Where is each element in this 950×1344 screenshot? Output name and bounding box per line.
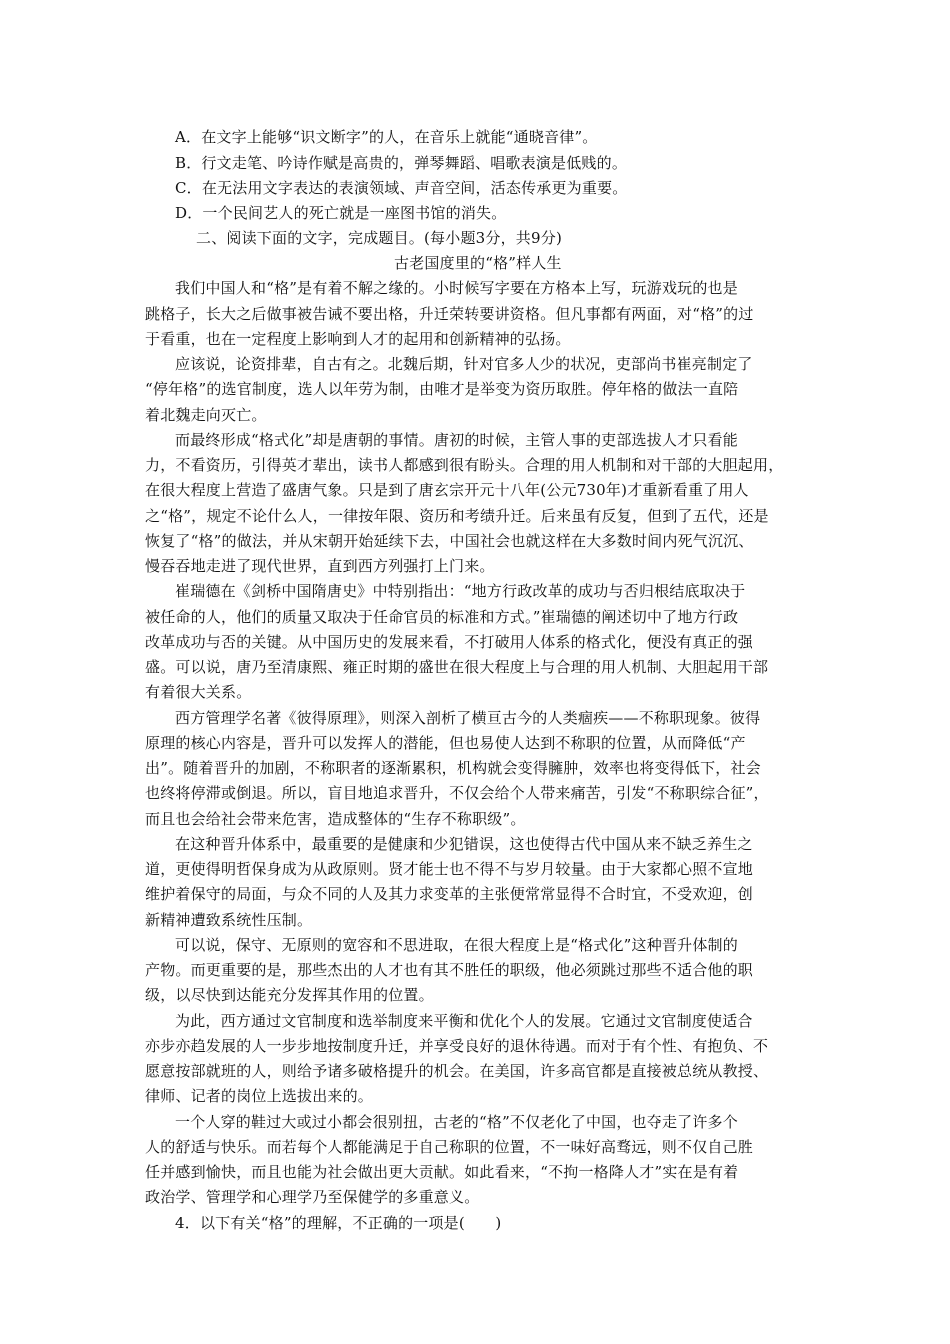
option-d: D．一个民间艺人的死亡就是一座图书馆的消失。 — [175, 204, 507, 222]
paragraph-2-line-3: 着北魏走向灭亡。 — [145, 406, 267, 424]
paragraph-3-line-4: 之“格”，规定不论什么人，一律按年限、资历和考绩升迁。后来虽有反复，但到了五代，还是 — [145, 507, 769, 525]
paragraph-6-line-3: 维护着保守的局面，与众不同的人及其力求变革的主张便常常显得不合时宜，不受欢迎，创 — [145, 885, 754, 903]
paragraph-1-line-3: 于看重，也在一定程度上影响到人才的起用和创新精神的弘扬。 — [145, 330, 571, 348]
question-4: 4．以下有关“格”的理解，不正确的一项是( ) — [175, 1214, 502, 1232]
paragraph-9-line-3: 任并感到愉快，而且也能为社会做出更大贡献。如此看来，“不拘一格降人才”实在是有着 — [145, 1163, 739, 1181]
paragraph-9-line-1: 一个人穿的鞋过大或过小都会很别扭，古老的“格”不仅老化了中国，也夺走了许多个 — [175, 1113, 738, 1131]
paragraph-6-line-1: 在这种晋升体系中，最重要的是健康和少犯错误，这也使得古代中国从来不缺乏养生之 — [175, 835, 753, 853]
paragraph-5-line-2: 原理的核心内容是，晋升可以发挥人的潜能，但也易使人达到不称职的位置，从而降低“产 — [145, 734, 746, 752]
paragraph-7-line-3: 级，以尽快到达能充分发挥其作用的位置。 — [145, 986, 434, 1004]
paragraph-8-line-2: 亦步亦趋发展的人一步步地按制度升迁，并享受良好的退休待遇。而对于有个性、有抱负、不 — [145, 1037, 769, 1055]
paragraph-2-line-2: “停年格”的选官制度，选人以年劳为制，由唯才是举变为资历取胜。停年格的做法一直陪 — [145, 380, 739, 398]
paragraph-8-line-4: 律师、记者的岗位上选拔出来的。 — [145, 1087, 374, 1105]
paragraph-4-line-3: 改革成功与否的关键。从中国历史的发展来看，不打破用人体系的格式化，便没有真正的强 — [145, 633, 754, 651]
paragraph-5-line-1: 西方管理学名著《彼得原理》，则深入剖析了横亘古今的人类痼疾——不称职现象。彼得 — [175, 709, 761, 727]
paragraph-7-line-1: 可以说，保守、无原则的宽容和不思进取，在很大程度上是“格式化”这种晋升体制的 — [175, 936, 738, 954]
paragraph-2-line-1: 应该说，论资排辈，自古有之。北魏后期，针对官多人少的状况，吏部尚书崔亮制定了 — [175, 355, 753, 373]
paragraph-5-line-5: 而且也会给社会带来危害，造成整体的“生存不称职级”。 — [145, 810, 526, 828]
option-c: C．在无法用文字表达的表演领域、声音空间，活态传承更为重要。 — [175, 179, 628, 197]
option-a: A．在文字上能够“识文断字”的人，在音乐上就能“通晓音律”。 — [175, 128, 598, 146]
paragraph-9-line-2: 人的舒适与快乐。而若每个人都能满足于自己称职的位置，不一味好高骛远，则不仅自己胜 — [145, 1138, 754, 1156]
paragraph-1-line-2: 跳格子，长大之后做事被告诫不要出格，升迁荣转要讲资格。但凡事都有两面，对“格”的过 — [145, 305, 754, 323]
paragraph-3-line-5: 恢复了“格”的做法，并从宋朝开始延续下去，中国社会也就这样在大多数时间内死气沉沉、 — [145, 532, 754, 550]
paragraph-6-line-4: 新精神遭致系统性压制。 — [145, 911, 313, 929]
paragraph-4-line-4: 盛。可以说，唐乃至清康熙、雍正时期的盛世在很大程度上与合理的用人机制、大胆起用干部 — [145, 658, 769, 676]
paragraph-4-line-1: 崔瑞德在《剑桥中国隋唐史》中特别指出：“地方行政改革的成功与否归根结底取决于 — [175, 582, 746, 600]
paragraph-1-line-1: 我们中国人和“格”是有着不解之缘的。小时候写字要在方格本上写，玩游戏玩的也是 — [175, 279, 738, 297]
paragraph-9-line-4: 政治学、管理学和心理学乃至保健学的多重意义。 — [145, 1188, 480, 1206]
paragraph-8-line-3: 愿意按部就班的人，则给予诸多破格提升的机会。在美国，许多高官都是直接被总统从教授、 — [145, 1062, 769, 1080]
paragraph-5-line-3: 出”。随着晋升的加剧，不称职者的逐渐累积，机构就会变得臃肿，效率也将变得低下，社会 — [145, 759, 761, 777]
paragraph-6-line-2: 道，更使得明哲保身成为从政原则。贤才能士也不得不与岁月较量。由于大家都心照不宣地 — [145, 860, 754, 878]
section-heading: 二、阅读下面的文字，完成题目。(每小题3分，共9分) — [196, 229, 562, 247]
paragraph-3-line-1: 而最终形成“格式化”却是唐朝的事情。唐初的时候，主管人事的吏部选拔人才只看能 — [175, 431, 738, 449]
paragraph-3-line-3: 在很大程度上营造了盛唐气象。只是到了唐玄宗开元十八年(公元730年)才重新看重了用人 — [145, 481, 749, 499]
paragraph-4-line-2: 被任命的人，他们的质量又取决于任命官员的标准和方式。”崔瑞德的阐述切中了地方行政 — [145, 608, 739, 626]
paragraph-3-line-6: 慢吞吞地走进了现代世界，直到西方列强打上门来。 — [145, 557, 495, 575]
paragraph-4-line-5: 有着很大关系。 — [145, 683, 252, 701]
article-title: 古老国度里的“格”样人生 — [394, 254, 562, 272]
paragraph-5-line-4: 也终将停滞或倒退。所以，盲目地追求晋升，不仅会给个人带来痛苦，引发“不称职综合征”， — [145, 784, 769, 802]
paragraph-3-line-2: 力，不看资历，引得英才辈出，读书人都感到很有盼头。合理的用人机制和对干部的大胆起用， — [145, 456, 784, 474]
option-b: B．行文走笔、吟诗作赋是高贵的，弹琴舞蹈、唱歌表演是低贱的。 — [175, 154, 628, 172]
paragraph-8-line-1: 为此，西方通过文官制度和选举制度来平衡和优化个人的发展。它通过文官制度使适合 — [175, 1012, 753, 1030]
paragraph-7-line-2: 产物。而更重要的是，那些杰出的人才也有其不胜任的职级，他必须跳过那些不适合他的职 — [145, 961, 754, 979]
